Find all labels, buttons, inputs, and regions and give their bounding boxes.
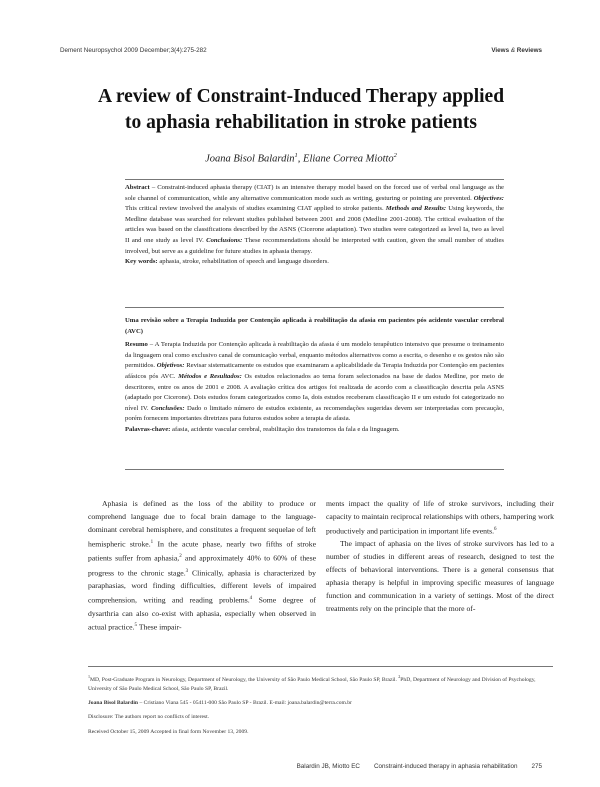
citation-mark: 6: [494, 526, 497, 532]
title-line-2: to aphasia rehabilitation in stroke patients: [125, 112, 477, 133]
abstract-top-rule: [125, 179, 504, 180]
abstract-en-body: [125, 183, 504, 257]
affiliation-mark-2: 2: [398, 674, 401, 679]
body-column-left: [88, 498, 316, 635]
body-text: These impair-: [137, 622, 182, 632]
body-text: ments impact the quality of life of stroke survivors, including their capacity to maintain reciprocal relationships with others, hampering work productively and participation in important life events.: [326, 499, 554, 536]
disclosure: Disclosure: The authors report no conflicts of interest.: [88, 714, 210, 721]
received-dates: Received October 15, 2009 Accepted in final form November 13, 2009.: [88, 728, 249, 735]
conclusoes-label: Conclusões:: [150, 404, 185, 412]
page-number: 275: [531, 763, 542, 770]
footnotes: [88, 672, 553, 742]
objectives-label: Objectives:: [473, 194, 504, 202]
abstract-english: [125, 183, 504, 268]
conclusions-text: These recommendations should be interpreted with caution, given the small number of studies involved, but serve as a guideline for future studies in aphasia therapy.: [125, 236, 504, 255]
correspondence-address: – Cristiano Viana 545 - 05411-000 São Paulo SP - Brazil. E-mail: joana.balardin@terra.com.br: [138, 700, 352, 707]
affiliations: [88, 672, 553, 694]
palavras-chave-label: Palavras-chave:: [125, 425, 171, 433]
footnote-rule: [88, 666, 553, 667]
metodos-text: Os estudos relacionados ao tema foram selecionados na base de dados Medline, por meio de descritores, entre os anos de 2001 e 2008. A avaliação crítica dos artigos foi realizada de acordo com a classificação descrita pela ASNS (adaptado por Cicerone). Dois estudos foram categorizados como Ia, dois estudos receberam classificação II e um estudo foi categorizado no nível IV.: [125, 372, 504, 412]
abstract-intro: – Constraint-induced aphasia therapy (CIAT) is an intensive therapy model based on the forced use of verbal oral language as the sole channel of communication, while any alternative communication mode such as writing, gesturing or pointing are prevented.: [125, 184, 504, 202]
author-1-affiliation-mark: 1: [294, 152, 298, 159]
author-1: Joana Bisol Balardin: [205, 153, 295, 165]
title-line-1: A review of Constraint-Induced Therapy applied: [97, 86, 505, 107]
objectives-text: This critical review involved the analysis of studies examining CIAT applied to stroke patients.: [125, 205, 386, 213]
footer-authors: Balardin JB, Miotto EC: [296, 763, 360, 770]
body-text: Some degree of dysarthria can also co-exist with aphasia, especially when observed in actual practice.: [88, 595, 316, 632]
keywords-text: aphasia, stroke, rehabilitation of speech and language disorders.: [157, 258, 329, 266]
citation-mark: 4: [249, 596, 253, 602]
conclusoes-text: Dado o limitado número de estudos existente, as recomendações sugeridas devem ser interpretadas com precaução, porém fornecem importantes diretrizes para futuros estudos sobre a terapia de afasia.: [125, 404, 504, 423]
citation-mark: 2: [179, 554, 182, 560]
affiliation-2: PhD, Department of Neurology and Division of Psychology, University of São Paulo Medical School, São Paulo SP, Brazil.: [88, 676, 536, 693]
resumo-label: Resumo: [125, 341, 148, 349]
abstract-portuguese: [125, 316, 504, 436]
affiliation-mark-1: 1: [88, 674, 90, 679]
objetivos-label: Objetivos:: [156, 362, 185, 370]
abstract-middle-rule: [125, 307, 504, 308]
author-list: [60, 152, 542, 165]
body-text: In the acute phase, nearly two fifths of stroke patients suffer from aphasia,: [88, 539, 317, 563]
section-label-a: Views: [491, 47, 510, 54]
keywords-line: [125, 257, 504, 268]
conclusions-label: Conclusions:: [206, 236, 243, 244]
metodos-label: Métodos e Resultados:: [178, 372, 242, 380]
running-head: [60, 47, 542, 54]
citation-mark: 5: [134, 623, 138, 629]
author-2-affiliation-mark: 2: [393, 152, 397, 159]
objetivos-text: Revisar sistematicamente os estudos que examinaram a aplicabilidade da Terapia Induzida por Contenção em pacientes afásicos pós AVC.: [125, 362, 504, 380]
citation-mark: 1: [150, 539, 154, 545]
palavras-chave-text: afasia, acidente vascular cerebral, reabilitação dos transtornos da fala e da linguagem.: [170, 425, 400, 433]
body-column-right: [326, 498, 554, 616]
section-label: [491, 47, 542, 54]
citation-mark: 3: [185, 568, 189, 574]
body-text: Clinically, aphasia is characterized by paraphasias, word finding difficulties, different levels of impaired comprehension, writing and reading problems.: [88, 568, 316, 605]
footer-short-title: Constraint-induced therapy in aphasia rehabilitation: [373, 763, 518, 770]
body-paragraph: [326, 498, 554, 538]
palavras-chave-line: [125, 425, 504, 436]
body-text: and approximately 40% to 60% of these progress to the chronic stage.: [88, 553, 316, 578]
page-footer: [297, 763, 542, 770]
body-paragraph: The impact of aphasia on the lives of stroke survivors has led to a number of studies in different areas of research, designed to test the effects of behavioral interventions. There is a general consensus that aphasia therapy is helpful in improving specific measures of language function and communication in a variety of settings. Most of the direct treatments rely on the principle that the more of-: [326, 539, 554, 613]
resumo-intro: – A Terapia Induzida por Contenção aplicada à reabilitação da afasia é um modelo terapêutico intensivo que presume o treinamento da linguagem oral como exclusivo canal de comunicação verbal, enquanto métodos alternativos como a escrita, o desenho e os gestos não são permitidos.: [125, 341, 504, 370]
keywords-label: Key words:: [125, 258, 158, 266]
affiliation-1: MD, Post-Graduate Program in Neurology, Department of Neurology, the University of São Paulo Medical School, São Paulo SP, Brazil.: [90, 676, 399, 683]
journal-citation: Dement Neuropsychol 2009 December;3(4):275-282: [60, 47, 207, 54]
author-2: Eliane Correa Miotto: [303, 153, 394, 165]
section-label-amp: &: [510, 47, 516, 54]
section-label-b: Reviews: [516, 47, 542, 54]
body-text: Aphasia is defined as the loss of the ability to produce or comprehend language due to focal brain damage to the language-dominant cerebral hemisphere, and constitutes a frequent sequelae of left hemispheric stroke.: [88, 499, 316, 549]
abstract-label: Abstract: [125, 184, 150, 191]
author-separator: ,: [297, 153, 304, 165]
resumo-body: [125, 340, 504, 425]
abstract-bottom-rule: [125, 469, 504, 470]
body-paragraph: [88, 498, 316, 635]
portuguese-title: Uma revisão sobre a Terapia Induzida por Contenção aplicada à reabilitação da afasia em pacientes pós acidente vascular cerebral (AVC): [125, 317, 504, 335]
methods-label: Methods and Results:: [385, 205, 447, 213]
correspondence: [88, 699, 553, 708]
correspondence-name: Joana Bisol Balardin: [88, 700, 139, 707]
methods-text: Using keywords, the Medline database was searched for relevant studies published between 2001 and 2008 (Medline 2001-2008). The critical evaluation of the articles was based on the classifications described by the ASNS (Cicerone adaptation). Two studies were categorized as level Ia, two as level II and one study as level IV.: [125, 205, 504, 244]
article-title: [60, 84, 542, 136]
